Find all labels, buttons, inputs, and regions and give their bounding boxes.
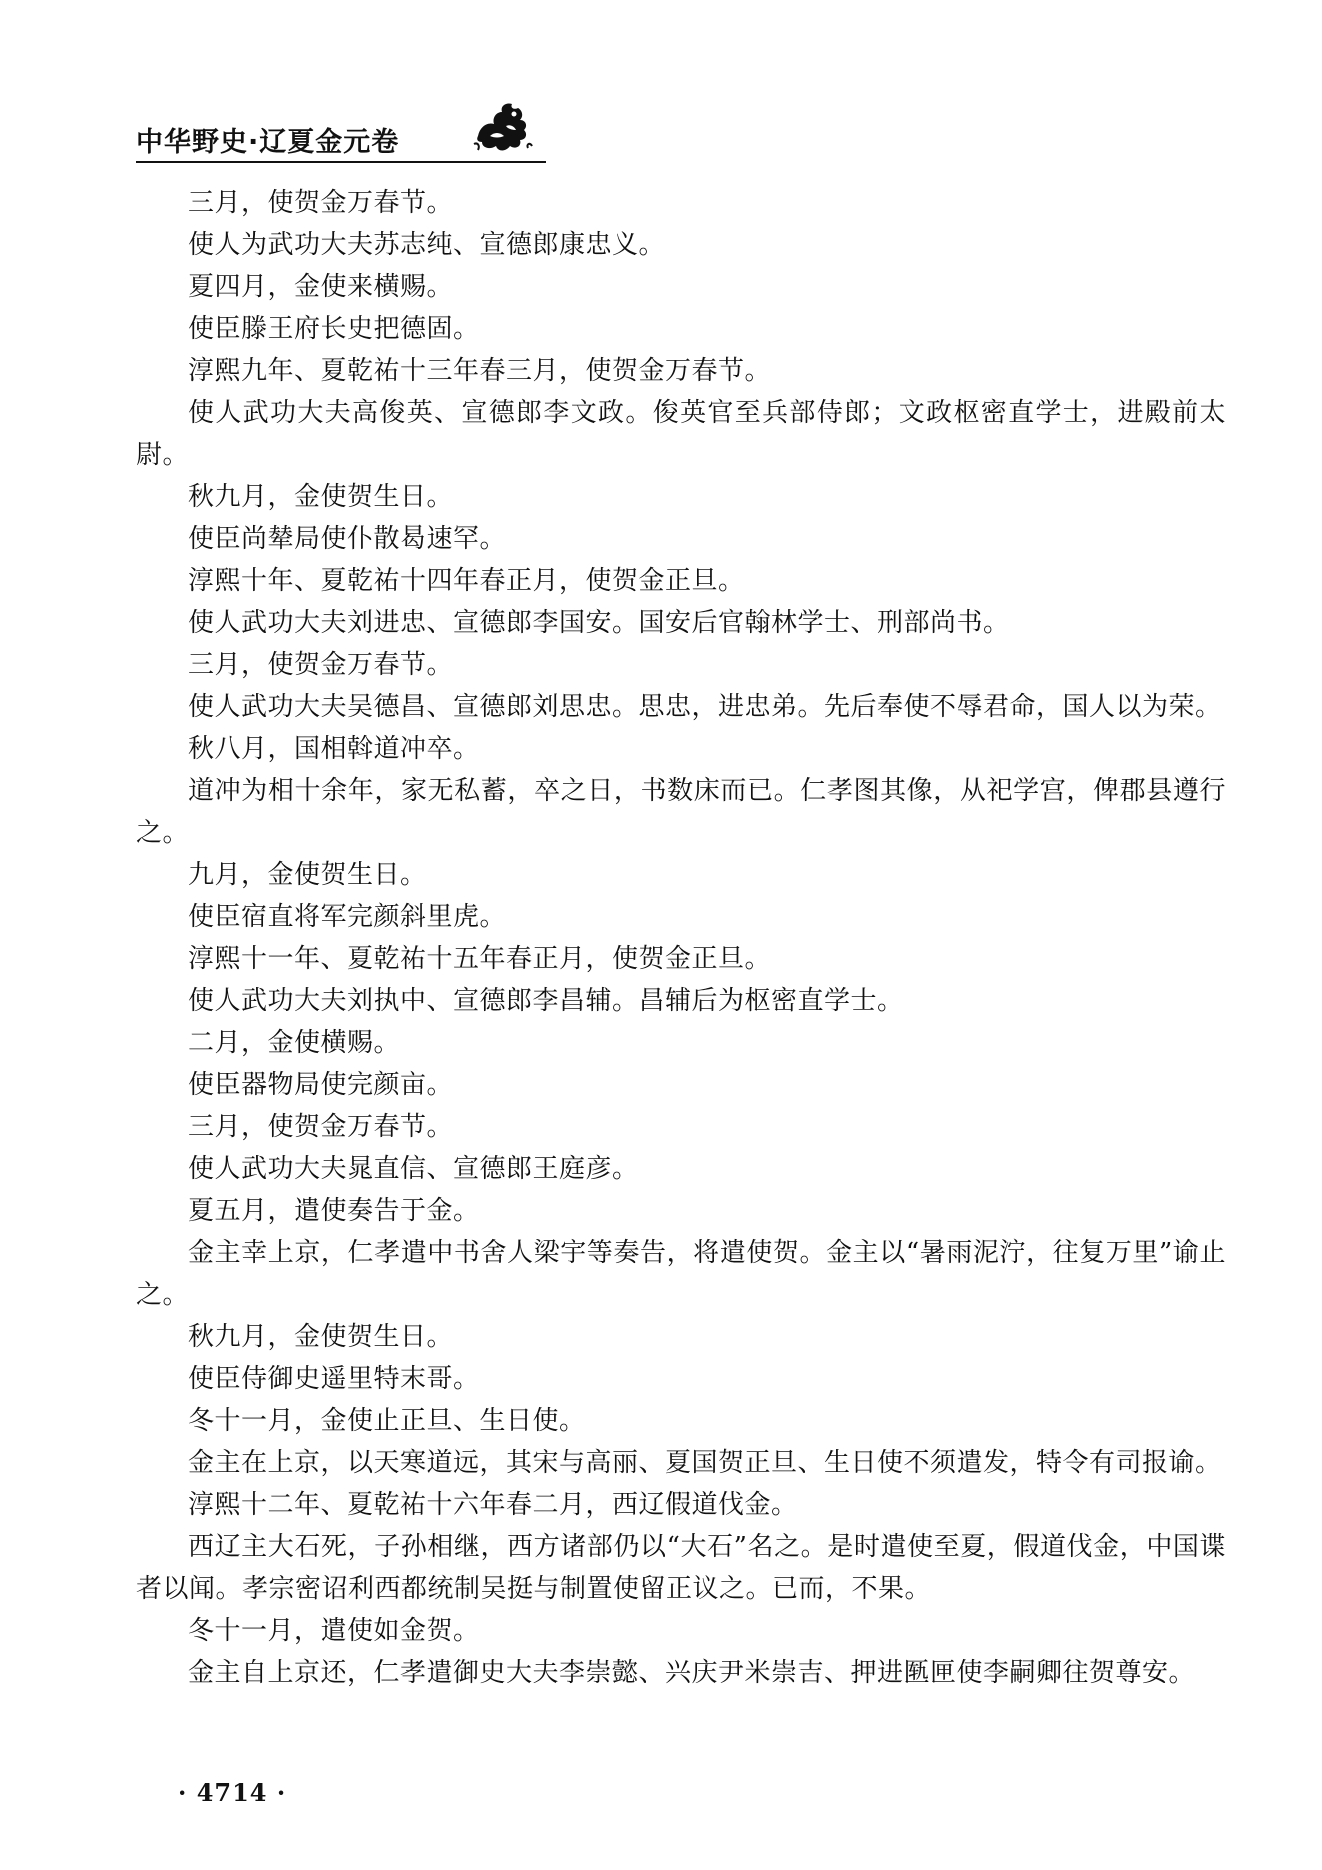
paragraph: 使臣宿直将军完颜斜里虎。: [188, 902, 507, 932]
paragraph: 淳熙九年、夏乾祐十三年春三月，使贺金万春节。: [188, 356, 772, 386]
paragraph: 三月，使贺金万春节。: [188, 650, 454, 680]
paragraph: 使人武功大夫刘进忠、宣德郎李国安。国安后官翰林学士、刑部尚书。: [188, 608, 1010, 638]
paragraph: 二月，金使横赐。: [188, 1028, 401, 1058]
paragraph: 淳熙十年、夏乾祐十四年春正月，使贺金正旦。: [188, 566, 745, 596]
paragraph: 使臣滕王府长史把德固。: [188, 314, 480, 344]
paragraph: 冬十一月，遣使如金贺。: [188, 1616, 480, 1646]
paragraph: 使臣器物局使完颜亩。: [188, 1070, 454, 1100]
page-number: · 4714 ·: [178, 1778, 287, 1807]
paragraph: 秋九月，金使贺生日。: [188, 482, 454, 512]
paragraph: 秋八月，国相斡道冲卒。: [188, 734, 480, 764]
paragraph: 金主幸上京，仁孝遣中书舍人梁宇等奏告，将遣使贺。金主以“暑雨泥泞，往复万里”谕止之。: [136, 1238, 1226, 1310]
paragraph: 淳熙十二年、夏乾祐十六年春二月，西辽假道伐金。: [188, 1490, 798, 1520]
paragraph: 金主自上京还，仁孝遣御史大夫李崇懿、兴庆尹米崇吉、押进匦匣使李嗣卿往贺尊安。: [188, 1658, 1196, 1688]
paragraph: 使臣尚辇局使仆散曷速罕。: [188, 524, 507, 554]
dragon-logo-icon: [470, 96, 534, 160]
paragraph: 三月，使贺金万春节。: [188, 1112, 454, 1142]
paragraph: 淳熙十一年、夏乾祐十五年春正月，使贺金正旦。: [188, 944, 772, 974]
paragraph: 西辽主大石死，子孙相继，西方诸部仍以“大石”名之。是时遣使至夏，假道伐金，中国谍者以闻。孝宗密诏利西都统制吴挺与制置使留正议之。已而，不果。: [136, 1532, 1226, 1604]
paragraph: 冬十一月，金使止正旦、生日使。: [188, 1406, 586, 1436]
paragraph: 秋九月，金使贺生日。: [188, 1322, 454, 1352]
paragraph: 使人武功大夫吴德昌、宣德郎刘思忠。思忠，进忠弟。先后奉使不辱君命，国人以为荣。: [188, 692, 1222, 722]
paragraph: 三月，使贺金万春节。: [188, 188, 454, 218]
book-title: 中华野史·辽夏金元卷: [136, 127, 400, 158]
body-text: [136, 182, 1226, 1694]
paragraph: 使臣侍御史遥里特末哥。: [188, 1364, 480, 1394]
page-header: [136, 96, 546, 162]
paragraph: 九月，金使贺生日。: [188, 860, 427, 890]
paragraph: 使人武功大夫刘执中、宣德郎李昌辅。昌辅后为枢密直学士。: [188, 986, 904, 1016]
paragraph: 金主在上京，以天寒道远，其宋与高丽、夏国贺正旦、生日使不须遣发，特令有司报谕。: [188, 1448, 1222, 1478]
paragraph: 使人为武功大夫苏志纯、宣德郎康忠义。: [188, 230, 666, 260]
paragraph: 使人武功大夫高俊英、宣德郎李文政。俊英官至兵部侍郎；文政枢密直学士，进殿前太尉。: [136, 398, 1226, 470]
paragraph: 使人武功大夫晁直信、宣德郎王庭彦。: [188, 1154, 639, 1184]
paragraph: 夏五月，遣使奏告于金。: [188, 1196, 480, 1226]
header-rule: [136, 161, 546, 163]
paragraph: 夏四月，金使来横赐。: [188, 272, 454, 302]
paragraph: 道冲为相十余年，家无私蓄，卒之日，书数床而已。仁孝图其像，从祀学宫，俾郡县遵行之。: [136, 776, 1226, 848]
